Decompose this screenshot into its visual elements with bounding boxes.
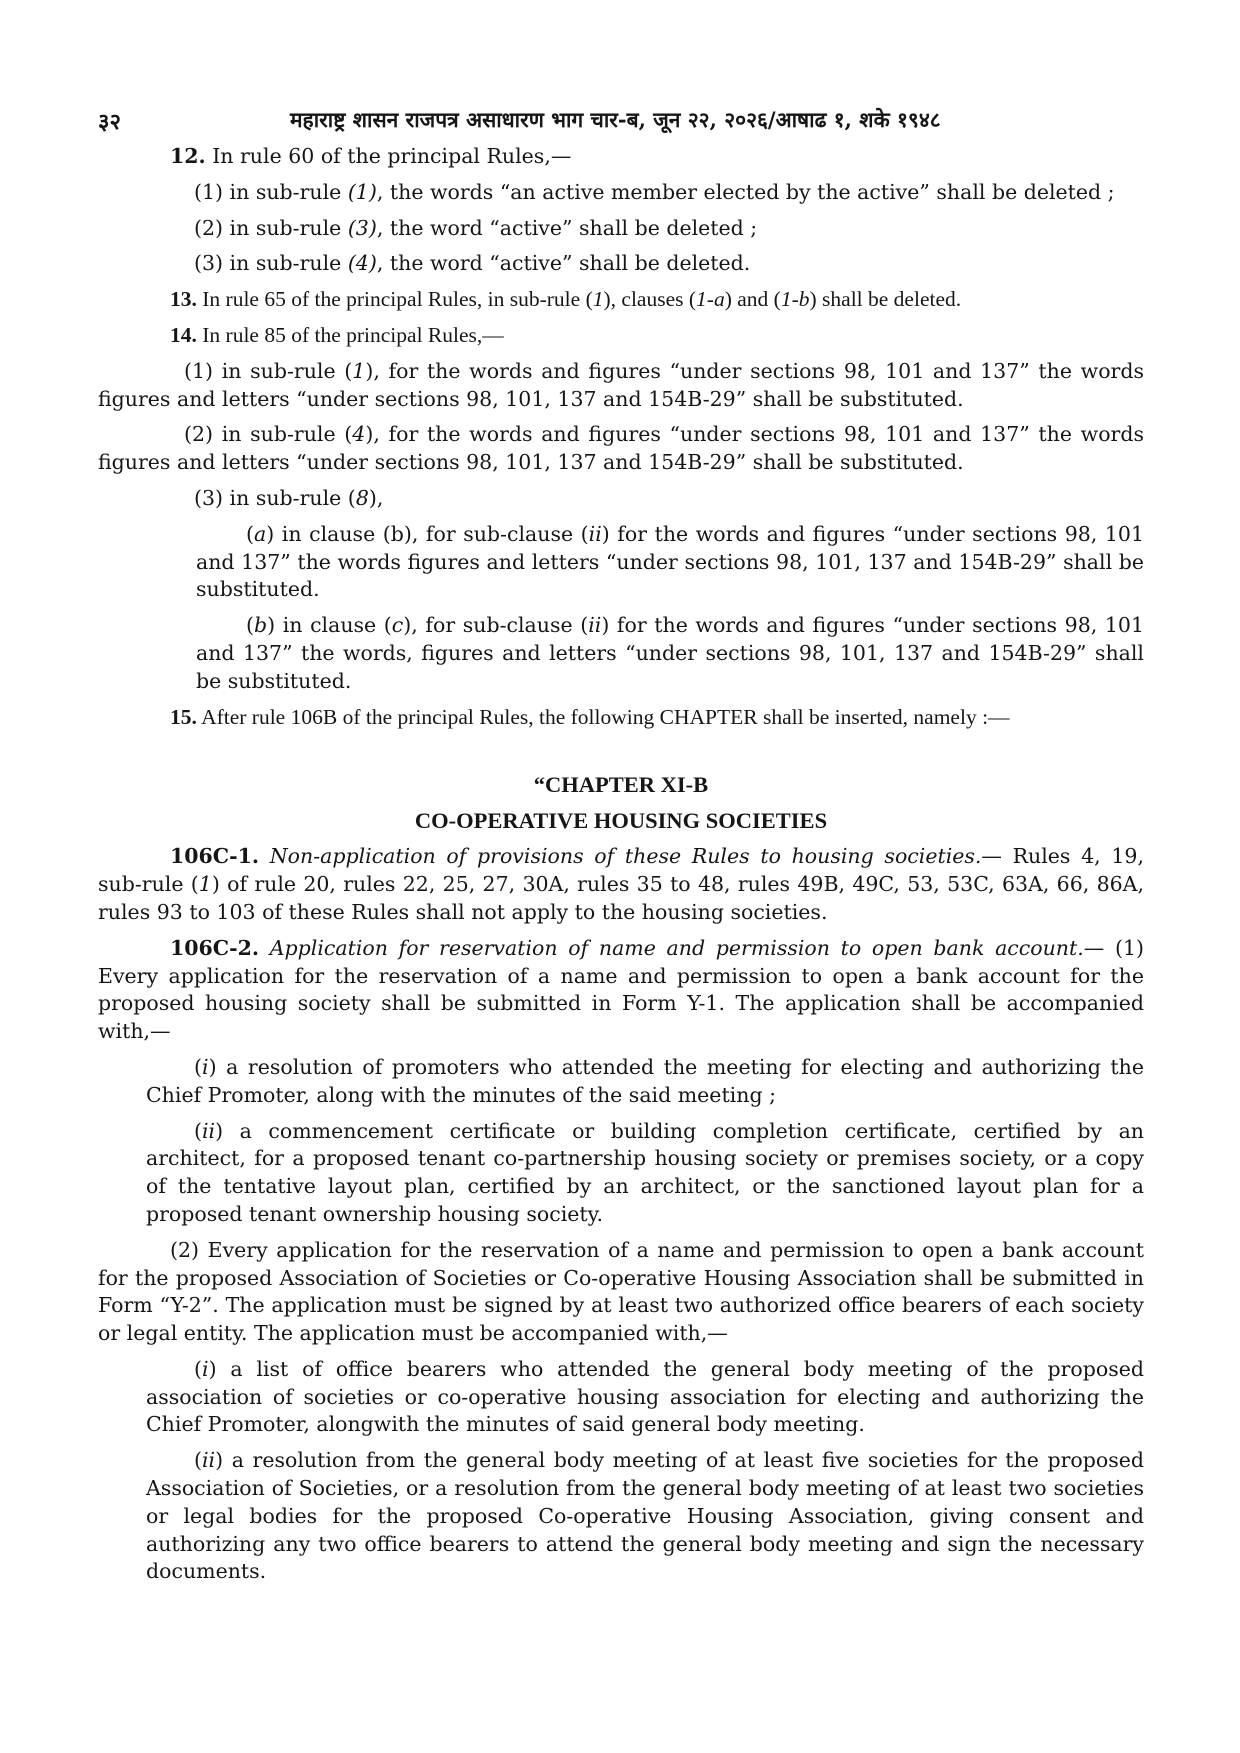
clause-text: ),	[368, 485, 384, 510]
sub-rule-ref: 1	[352, 358, 366, 383]
rule-text: In rule 65 of the principal Rules, in sub-rule (	[196, 287, 593, 312]
rule-text: In rule 60 of the principal Rules,—	[205, 144, 572, 168]
clause-text: (2) in sub-rule (	[184, 422, 353, 447]
rule-number: 106C-2.	[170, 935, 260, 960]
rule-text: ), clauses (	[603, 287, 697, 312]
clause-text: ) in clause (	[267, 613, 392, 638]
clause-text: (2) in sub-rule	[194, 215, 348, 240]
clause-text: (	[194, 1448, 202, 1473]
rule-106c-2-para-2-item-i	[98, 1356, 1144, 1439]
clause-text: (	[194, 1118, 202, 1143]
rule-14-clause-3-a	[98, 521, 1144, 604]
chapter-subtitle: CO-OPERATIVE HOUSING SOCIETIES	[414, 808, 828, 834]
rule-14-clause-3	[98, 485, 1144, 513]
sub-rule-ref: 1	[592, 287, 604, 312]
rule-number: 15.	[170, 704, 197, 729]
rule-heading: Application for reservation of name and permission to open bank account.	[259, 935, 1084, 960]
rule-12	[98, 143, 1144, 171]
clause-ref: i	[202, 1356, 209, 1381]
sub-rule-ref: (3)	[347, 215, 377, 240]
rule-number: 12.	[170, 144, 206, 168]
clause-ref: b	[254, 613, 268, 638]
sub-rule-ref: (4)	[347, 251, 377, 276]
clause-ref: c	[391, 613, 404, 638]
clause-text: (3) in sub-rule (	[194, 485, 356, 510]
clause-text: ) a resolution of promoters who attended the meeting for electing and authorizing the Chief Promoter, along with the minutes of the said meeting ;	[146, 1054, 1144, 1107]
rule-15	[98, 704, 1144, 732]
clause-ref: ii	[202, 1448, 216, 1473]
rule-14-clause-2	[98, 421, 1144, 477]
rule-text: ) and (	[724, 287, 781, 312]
clause-text: , the words “an active member elected by the active” shall be deleted ;	[376, 179, 1115, 204]
rule-106c-2-item-ii	[98, 1118, 1144, 1229]
clause-text: , the word “active” shall be deleted.	[376, 251, 751, 276]
clause-text: ), for the words and figures “under sections 98, 101 and 137” the words figures and letters “under sections 98, 101, 137 and 154B-29” shall be substituted.	[98, 358, 1144, 411]
clause-text: (1) in sub-rule	[194, 179, 348, 204]
clause-text: , the word “active” shall be deleted ;	[376, 215, 758, 240]
page-number: ३२	[98, 109, 121, 135]
rule-12-clause-2	[98, 215, 1144, 243]
rule-number: 106C-1.	[170, 844, 260, 869]
clause-text: ) a resolution from the general body meeting of at least five societies for the proposed Association of Societies, or a resolution from the general body meeting of at least two societies or legal bodies for the proposed Co-operative Housing Association, giving consent and authorizing any two office bearers to attend the general body meeting and sign the necessary documents.	[146, 1448, 1144, 1584]
clause-text: (3) in sub-rule	[194, 251, 348, 276]
clause-ref: a	[254, 521, 267, 546]
clause-ref: ii	[202, 1118, 216, 1143]
rule-106c-2-para-2: (2) Every application for the reservation of a name and permission to open a bank account for the proposed Association of Societies or Co-operative Housing Association shall be submitted in Form “Y-2”. The application must be signed by at least two authorized office bearers of each society or legal entity. The application must be accompanied with,—	[98, 1237, 1144, 1346]
rule-106c-2	[98, 935, 1144, 1046]
page-header	[0, 106, 1240, 142]
sub-rule-ref: 8	[355, 485, 369, 510]
rule-text: ) of rule 20, rules 22, 25, 27, 30A, rules 35 to 48, rules 49B, 49C, 53, 53C, 63A, 66, 86A, rules 93 to 103 of these Rules shall not apply to the housing societies.	[98, 872, 1144, 924]
clause-text: ), for sub-clause (	[403, 613, 589, 638]
rule-13	[98, 286, 1144, 314]
clause-text: (	[246, 521, 254, 546]
clause-ref: 1-a	[696, 287, 725, 312]
clause-text: ) for the words and figures “under sections 98, 101 and 137” the words figures and letters “under sections 98, 101, 137 and 154B-29” shall be substituted.	[196, 521, 1144, 602]
rule-14	[98, 322, 1144, 350]
clause-text: (	[194, 1054, 202, 1079]
rule-12-clause-1	[98, 179, 1144, 207]
rule-text: After rule 106B of the principal Rules, the following CHAPTER shall be inserted, namely :—	[196, 704, 1010, 729]
clause-text: (1) in sub-rule (	[184, 358, 353, 383]
clause-ref: ii	[588, 613, 602, 638]
rule-106c-1	[98, 843, 1144, 926]
sub-rule-ref: 4	[352, 422, 366, 447]
rule-heading: Non-application of provisions of these Rules to housing societies.	[259, 844, 982, 869]
document-body	[98, 143, 1144, 1586]
clause-text: ), for the words and figures “under sections 98, 101 and 137” the words figures and letters “under sections 98, 101, 137 and 154B-29” shall be substituted.	[98, 422, 1144, 475]
clause-text: ) a list of office bearers who attended the general body meeting of the proposed association of societies or co-operative housing association for electing and authorizing the Chief Promoter, alongwith the minutes of said general body meeting.	[146, 1356, 1144, 1437]
rule-text: ) shall be deleted.	[809, 287, 962, 312]
rule-106c-2-para-2-item-ii	[98, 1447, 1144, 1586]
rule-14-clause-1	[98, 358, 1144, 414]
sub-rule-ref: 1	[198, 872, 212, 897]
clause-text: ) a commencement certificate or building completion certificate, certified by an architect, for a proposed tenant co-partnership housing society or premises society, or a copy of the tentative layout plan, certified by an architect, or the sanctioned layout plan for a proposed tenant ownership housing society.	[146, 1118, 1144, 1226]
rule-number: 14.	[170, 322, 197, 347]
rule-14-clause-3-b	[98, 612, 1144, 695]
sub-rule-ref: (1)	[347, 179, 377, 204]
rule-text: — Rules 4, 19, sub-rule (	[98, 844, 1144, 897]
clause-text: ) for the words and figures “under sections 98, 101 and 137” the words, figures and letters “under sections 98, 101, 137 and 154B-29” shall be substituted.	[196, 613, 1144, 693]
clause-ref: 1-b	[780, 287, 810, 312]
clause-ref: i	[202, 1054, 209, 1079]
clause-text: (	[246, 613, 254, 638]
clause-ref: ii	[588, 521, 602, 546]
chapter-title: “CHAPTER XI-B	[533, 772, 709, 798]
clause-text: ) in clause (b), for sub-clause (	[266, 521, 589, 546]
rule-12-clause-3	[98, 250, 1144, 278]
rule-text: In rule 85 of the principal Rules,—	[196, 322, 504, 347]
rule-number: 13.	[170, 287, 197, 312]
running-title: महाराष्ट्र शासन राजपत्र असाधारण भाग चार-ब, जून २२, २०२६/आषाढ १, शके १९४८	[290, 107, 941, 132]
clause-text: (	[194, 1356, 202, 1381]
rule-text: — (1) Every application for the reservation of a name and permission to open a bank account for the proposed housing society shall be submitted in Form Y-1. The application shall be accompanied with,—	[98, 935, 1144, 1044]
rule-106c-2-item-i	[98, 1054, 1144, 1110]
